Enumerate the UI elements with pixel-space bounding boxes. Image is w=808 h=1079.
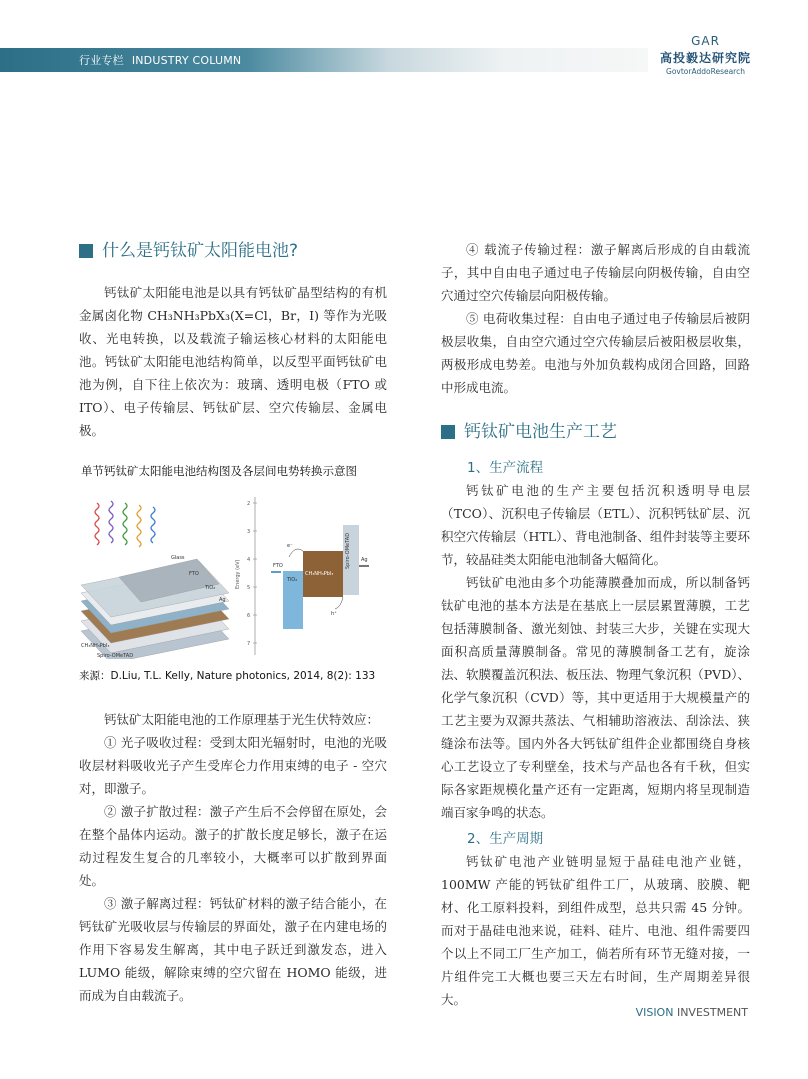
figure-source: 来源：D.Liu, T.L. Kelly, Nature photonics, 2014, 8(2): 133 bbox=[79, 670, 376, 682]
electron-label: e⁻ bbox=[287, 543, 293, 549]
energy-tick-label: 4 bbox=[247, 557, 251, 563]
paragraph: 钙钛矿太阳能电池是以具有钙钛矿晶型结构的有机金属卤化物 CH₃NH₃PbX₃(X=Cl，Br，I) 等作为光吸收、光电转换，以及载流子输运核心材料的太阳能电池。钙钛矿太阳能电池结构简单，以反型平面钙钛矿电池为例，自下往上依次为：玻璃、透明电极（FTO 或 ITO）、电子传输层、钙钛矿层、空穴传输层、金属电极。 bbox=[79, 285, 387, 438]
paragraph: 钙钛矿电池产业链明显短于晶硅电池产业链，100MW 产能的钙钛矿组件工厂，从玻璃、胶膜、靶材、化工原料投料，到组件成型，总共只需 45 分钟。而对于晶硅电池来说，硅料、硅片、电池、组件需要四个以上不同工厂生产加工，倘若所有环节无缝对接，一片组件完工大概也要三天左右时间，生产周期差异很大。 bbox=[441, 854, 750, 1007]
hole-label: h⁺ bbox=[331, 611, 337, 617]
section-title-text: 钙钛矿电池生产工艺 bbox=[464, 422, 617, 442]
paragraph: ③ 激子解离过程：钙钛矿材料的激子结合能小，在钙钛矿光吸收层与传输层的界面处，激子在内建电场的作用下容易发生解离，其中电子跃迁到激发态，进入 LUMO 能级，解除束缚的空穴留在 HOMO 能级，进而成为自由载流子。 bbox=[79, 896, 387, 1003]
label-glass: Glass bbox=[171, 555, 185, 561]
footer-investment: INVESTMENT bbox=[676, 1006, 748, 1019]
gar-logo bbox=[648, 34, 763, 76]
square-bullet-icon bbox=[79, 244, 93, 258]
left-column bbox=[79, 238, 387, 1007]
column-header bbox=[79, 52, 241, 68]
label-perovskite-level: CH₃NH₃PbI₃ bbox=[305, 571, 334, 577]
energy-tick-label: 5 bbox=[247, 585, 251, 591]
section-title-what-is bbox=[79, 238, 387, 264]
paragraph: ⑤ 电荷收集过程：自由电子通过电子传输层后被阴极层收集，自由空穴通过空穴传输层后被阳极层收集，两极形成电势差。电池与外加负载构成闭合回路，回路中形成电流。 bbox=[441, 311, 750, 395]
energy-level-diagram bbox=[235, 497, 369, 655]
section-title-production bbox=[441, 419, 750, 445]
column-header-en: INDUSTRY COLUMN bbox=[131, 54, 242, 67]
paragraph: 钙钛矿电池由多个功能薄膜叠加而成，所以制备钙钛矿电池的基本方法是在基底上一层层累置薄膜，工艺包括薄膜制备、激光刻蚀、封装三大步，关键在实现大面积高质量薄膜制备。常见的薄膜制备工艺有，旋涂法、软膜覆盖沉积法、板压法、物理气象沉积（PVD）、化学气象沉积（CVD）等，其中更适用于大规模量产的工艺主要为双源共蒸法、气相辅助溶液法、刮涂法、狭缝涂布法等。国内外各大钙钛矿组件企业都围绕自身核心工艺设立了专利壁垒，技术与产品也各有千秋，但实际各家距规模化量产还有一定距离，短期内将呈现制造端百家争鸣的状态。 bbox=[441, 575, 750, 820]
logo-en: GovtorAddoResearch bbox=[666, 67, 745, 76]
label-spiro: Spiro-OMeTAD bbox=[97, 653, 134, 659]
subsection-title: 1、生产流程 bbox=[467, 460, 544, 476]
logo-cn: 高投毅达研究院 bbox=[659, 51, 751, 65]
subsection-title: 2、生产周期 bbox=[467, 831, 544, 847]
label-tio2: TiO₂ bbox=[205, 585, 216, 591]
label-fto-level: FTO bbox=[273, 563, 283, 569]
cell-structure-figure bbox=[79, 489, 387, 659]
cell-structure-diagram bbox=[79, 489, 387, 659]
label-spiro-level: Spiro-OMeTAD bbox=[345, 532, 351, 569]
paragraph: 钙钛矿电池的生产主要包括沉积透明导电层（TCO）、沉积电子传输层（ETL）、沉积钙钛矿层、沉积空穴传输层（HTL）、背电池制备、组件封装等主要环节，较晶硅类太阳能电池制备大幅简化。 bbox=[441, 483, 750, 567]
square-bullet-icon bbox=[441, 425, 455, 439]
page-footer bbox=[636, 1006, 748, 1019]
energy-tick-label: 7 bbox=[247, 641, 251, 647]
paragraph: 钙钛矿太阳能电池的工作原理基于光生伏特效应： bbox=[104, 712, 380, 727]
paragraph: ② 激子扩散过程：激子产生后不会停留在原处，会在整个晶体内运动。激子的扩散长度足够长，激子在运动过程发生复合的几率较小，大概率可以扩散到界面处。 bbox=[79, 804, 387, 888]
right-column bbox=[441, 238, 750, 1011]
sunlight-rays-icon bbox=[95, 501, 155, 547]
label-fto: FTO bbox=[189, 571, 199, 577]
paragraph: ① 光子吸收过程：受到太阳光辐射时，电池的光吸收层材料吸收光子产生受库仑力作用束缚的电子 - 空穴对，即激子。 bbox=[79, 735, 387, 796]
column-header-cn: 行业专栏 bbox=[79, 54, 124, 67]
footer-vision: VISION bbox=[635, 1006, 674, 1019]
energy-tick-label: 6 bbox=[247, 613, 251, 619]
energy-tick-label: 3 bbox=[247, 529, 251, 535]
figure-caption: 单节钙钛矿太阳能电池结构图及各层间电势转换示意图 bbox=[81, 464, 357, 478]
label-perovskite: CH₃NH₃PbI₃ bbox=[81, 643, 110, 649]
paragraph: ④ 载流子传输过程：激子解离后形成的自由载流子，其中自由电子通过电子传输层向阴极传输，自由空穴通过空穴传输层向阳极传输。 bbox=[441, 242, 750, 303]
energy-axis-label: Energy (eV) bbox=[235, 559, 241, 589]
label-ag-level: Ag bbox=[361, 557, 368, 563]
logo-gar: GAR bbox=[691, 34, 720, 48]
label-tio2-level: TiO₂ bbox=[287, 577, 298, 583]
label-ag: Ag bbox=[219, 597, 226, 603]
section-title-text: 什么是钙钛矿太阳能电池? bbox=[102, 241, 299, 261]
energy-tick-label: 2 bbox=[247, 501, 251, 507]
